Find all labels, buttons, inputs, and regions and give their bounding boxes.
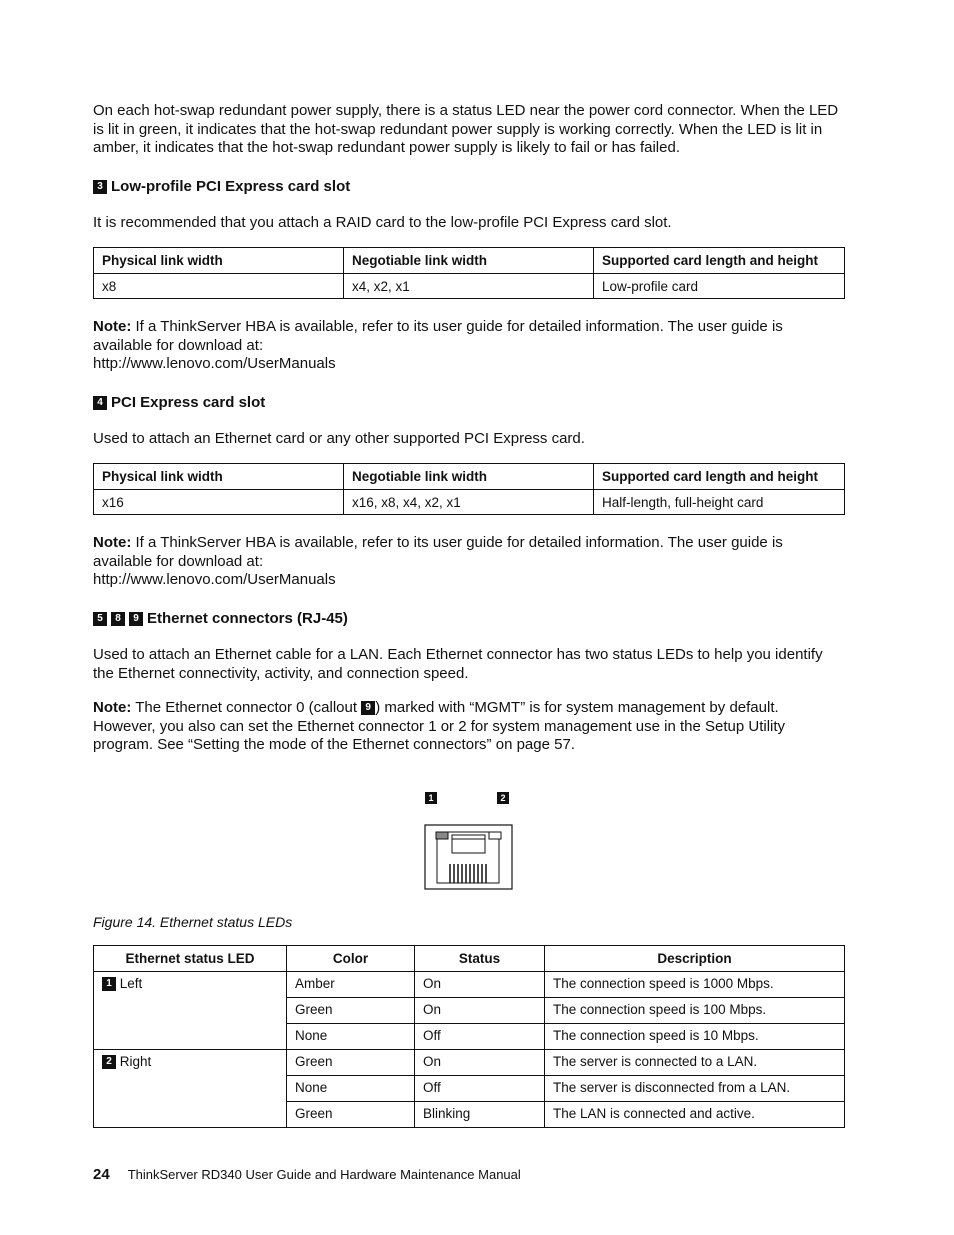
table-row [94,972,845,998]
table-cell: Green [287,1050,415,1076]
callout-2-icon: 2 [497,792,509,804]
note-label: Note: [93,699,132,716]
table-header: Description [545,946,845,972]
table-cell: None [287,1076,415,1102]
note-text-part1: The Ethernet connector 0 (callout [135,699,358,716]
led-cell-left [94,972,287,1050]
table-cell: The LAN is connected and active. [545,1102,845,1128]
section-heading-text: Ethernet connectors (RJ-45) [147,610,348,627]
led-label: Right [119,1054,152,1069]
section-text: Used to attach an Ethernet cable for a LAN. Each Ethernet connector has two status LEDs to help you identify the Ethernet connectivity, activity, and connection speed. [93,646,823,682]
page-number: 24 [93,1166,110,1183]
callout-8-icon: 8 [111,612,125,626]
callout-9-icon: 9 [361,701,375,715]
table-cell: x4, x2, x1 [344,274,594,299]
note-url-link[interactable]: http://www.lenovo.com/UserManuals [93,571,336,588]
section-heading-text: Low-profile PCI Express card slot [111,178,351,195]
table-cell: Off [415,1076,545,1102]
note-text-part2: ) marked with “MGMT” is for system management by default. However, you also can set the Ethernet connector 1 or 2 for system management use in the Setup Utility program. See “Setting the mode of the Ethernet connectors” on page 57. [93,699,786,753]
table-header: Ethernet status LED [94,946,287,972]
callout-3-icon: 3 [93,180,107,194]
rj45-port-icon [423,790,523,892]
note-block [93,534,845,590]
table-header: Physical link width [94,248,344,274]
table-cell: Blinking [415,1102,545,1128]
callout-1-icon: 1 [425,792,437,804]
table-cell: Amber [287,972,415,998]
note-text: If a ThinkServer HBA is available, refer to its user guide for detailed information. The user guide is available for download at: [93,534,783,570]
table-cell: The connection speed is 100 Mbps. [545,998,845,1024]
table-row [94,1050,845,1076]
table-header: Supported card length and height [594,464,845,490]
table-cell: None [287,1024,415,1050]
table-cell: The server is connected to a LAN. [545,1050,845,1076]
note-label: Note: [93,534,132,551]
note-label: Note: [93,318,132,335]
ethernet-connector-figure [423,790,523,892]
section-heading-ethernet [93,610,845,628]
led-cell-right [94,1050,287,1128]
table-cell: Half-length, full-height card [594,490,845,515]
table-cell: The connection speed is 1000 Mbps. [545,972,845,998]
figure-caption: Figure 14. Ethernet status LEDs [93,914,293,930]
table-header: Color [287,946,415,972]
table-cell: x16 [94,490,344,515]
table-header: Negotiable link width [344,464,594,490]
intro-paragraph: On each hot-swap redundant power supply, there is a status LED near the power cord connector. When the LED is lit in green, it indicates that the hot-swap redundant power supply is working correctly. When the LED is lit in amber, it indicates that the hot-swap redundant power supply is likely to fail or has failed. [93,102,839,156]
table-cell: Green [287,998,415,1024]
table-cell: The connection speed is 10 Mbps. [545,1024,845,1050]
callout-5-icon: 5 [93,612,107,626]
note-block [93,318,845,374]
table-cell: On [415,998,545,1024]
table-header: Supported card length and height [594,248,845,274]
section-heading-text: PCI Express card slot [111,394,266,411]
callout-2-icon: 2 [102,1055,116,1069]
section-text: Used to attach an Ethernet card or any other supported PCI Express card. [93,430,585,447]
section-text: It is recommended that you attach a RAID card to the low-profile PCI Express card slot. [93,214,672,231]
table-cell: Low-profile card [594,274,845,299]
callout-4-icon: 4 [93,396,107,410]
ethernet-led-table [93,945,845,1128]
table-cell: The server is disconnected from a LAN. [545,1076,845,1102]
callout-1-icon: 1 [102,977,116,991]
link-width-table-low-profile [93,247,845,299]
link-width-table-pci [93,463,845,515]
table-header: Physical link width [94,464,344,490]
table-cell: On [415,1050,545,1076]
note-text: If a ThinkServer HBA is available, refer to its user guide for detailed information. The user guide is available for download at: [93,318,783,354]
section-heading-low-profile-slot [93,178,845,196]
table-cell: Green [287,1102,415,1128]
page-footer [93,1166,521,1183]
table-header: Status [415,946,545,972]
note-url-link[interactable]: http://www.lenovo.com/UserManuals [93,355,336,372]
callout-9-icon: 9 [129,612,143,626]
note-block [93,699,845,755]
section-heading-pci-slot [93,394,845,412]
table-cell: x8 [94,274,344,299]
table-cell: Off [415,1024,545,1050]
footer-title: ThinkServer RD340 User Guide and Hardware Maintenance Manual [127,1167,521,1182]
table-cell: x16, x8, x4, x2, x1 [344,490,594,515]
led-label: Left [119,976,143,991]
table-header: Negotiable link width [344,248,594,274]
table-cell: On [415,972,545,998]
